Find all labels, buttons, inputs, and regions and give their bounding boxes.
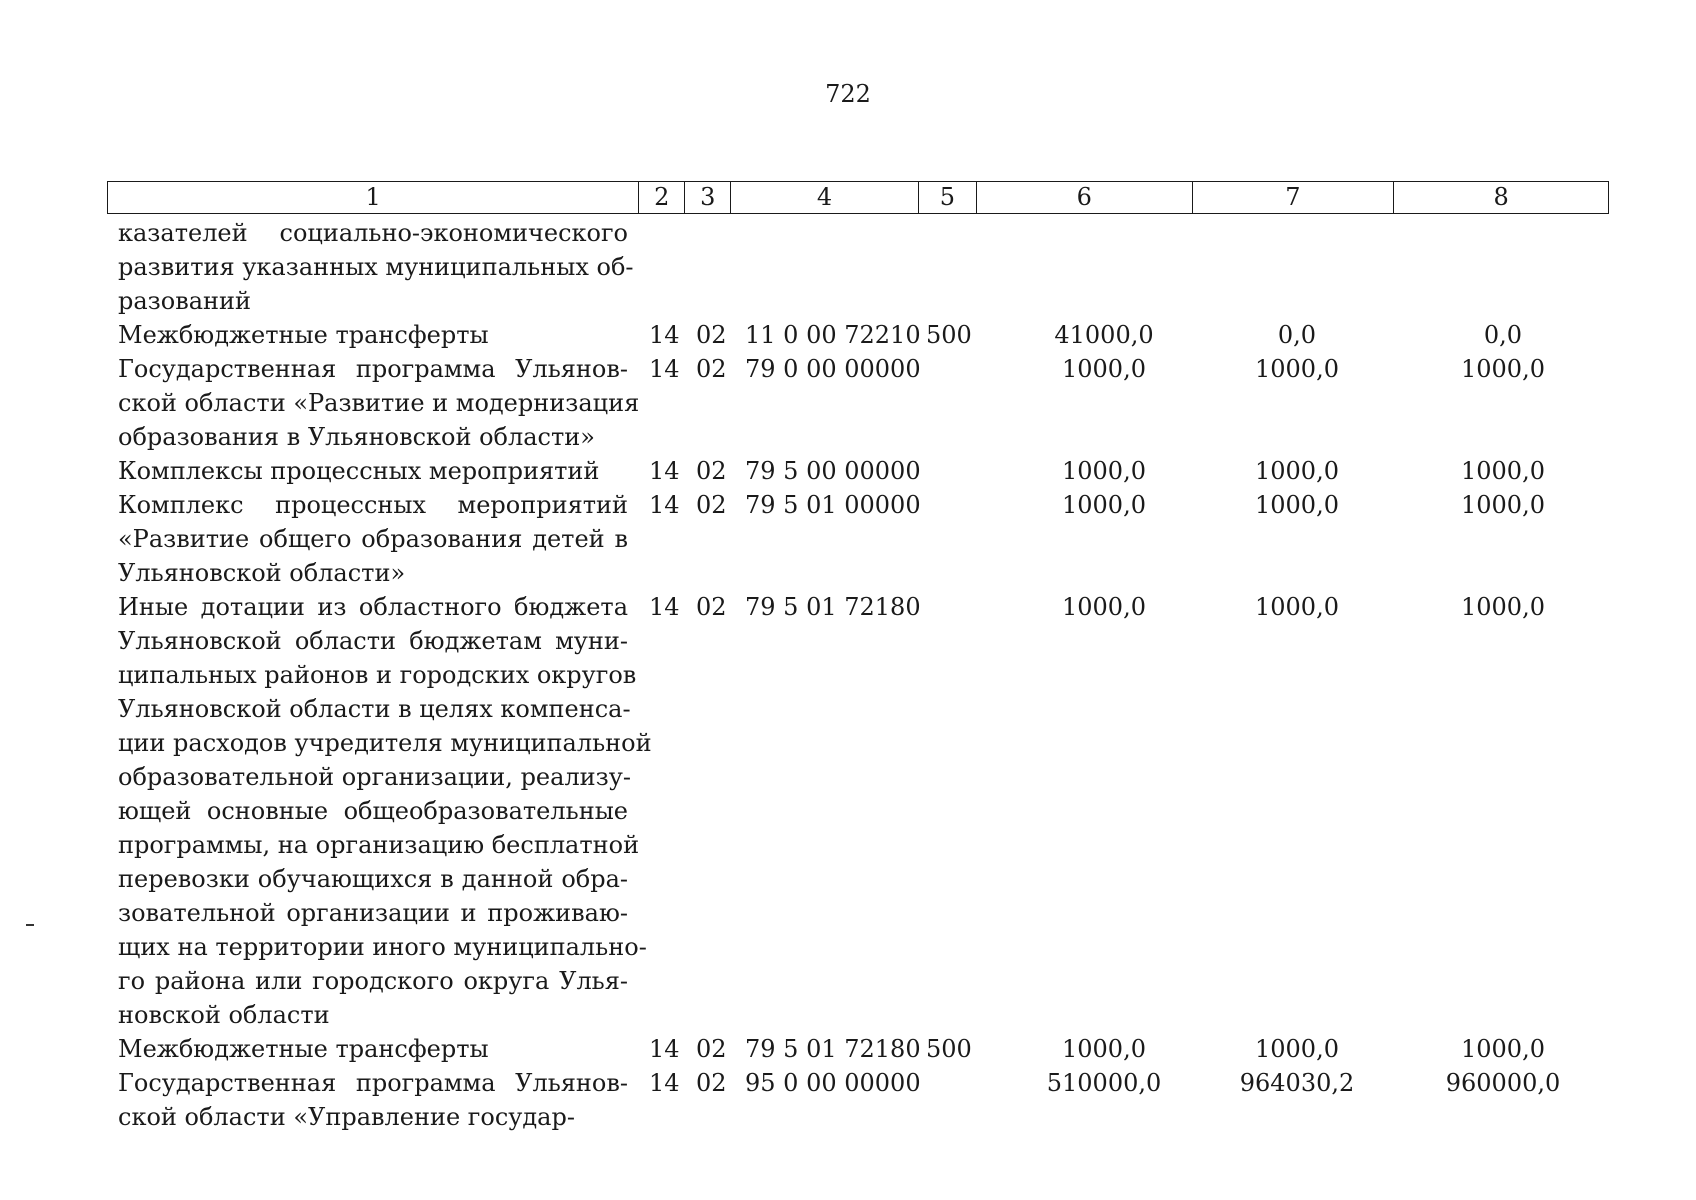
page-number: 722 xyxy=(825,80,871,108)
description-line: казателей социально-экономического xyxy=(118,219,628,247)
description-line: ципальных районов и городских округов xyxy=(118,661,637,689)
row-cell-c4: 79 5 00 00000 xyxy=(745,457,921,485)
row-cell-c6: 1000,0 xyxy=(1062,457,1146,485)
row-cell-c7: 964030,2 xyxy=(1239,1069,1355,1097)
row-cell-c2: 14 xyxy=(649,355,680,383)
row-cell-c3: 02 xyxy=(696,1035,727,1063)
row-cell-c6: 510000,0 xyxy=(1046,1069,1162,1097)
table-header-row xyxy=(107,181,1609,214)
description-line: «Развитие общего образования детей в xyxy=(118,525,628,553)
margin-mark xyxy=(26,924,34,926)
row-cell-c6: 1000,0 xyxy=(1062,1035,1146,1063)
description-line: новской области xyxy=(118,1001,330,1029)
table-row xyxy=(0,216,1696,318)
description-line: Межбюджетные трансферты xyxy=(118,1035,489,1063)
row-cell-c8: 1000,0 xyxy=(1461,355,1545,383)
row-cell-c7: 1000,0 xyxy=(1255,1035,1339,1063)
row-cell-c4: 79 0 00 00000 xyxy=(745,355,921,383)
table-row xyxy=(0,1032,1696,1066)
description-line: Ульяновской области» xyxy=(118,559,406,587)
row-cell-c2: 14 xyxy=(649,321,680,349)
row-cell-c4: 11 0 00 72210 xyxy=(745,321,921,349)
table-row xyxy=(0,488,1696,590)
header-col-7: 7 xyxy=(1193,182,1395,213)
row-cell-c3: 02 xyxy=(696,457,727,485)
row-cell-c3: 02 xyxy=(696,1069,727,1097)
description-line: Комплексы процессных мероприятий xyxy=(118,457,600,485)
description-line: Ульяновской области в целях компенса- xyxy=(118,695,631,723)
row-cell-c3: 02 xyxy=(696,321,727,349)
row-cell-c8: 1000,0 xyxy=(1461,593,1545,621)
row-cell-c4: 79 5 01 72180 xyxy=(745,593,921,621)
row-cell-c2: 14 xyxy=(649,1069,680,1097)
row-cell-c8: 1000,0 xyxy=(1461,457,1545,485)
row-description xyxy=(118,318,628,352)
row-cell-c7: 1000,0 xyxy=(1255,355,1339,383)
row-cell-c6: 1000,0 xyxy=(1062,355,1146,383)
row-cell-c8: 1000,0 xyxy=(1461,1035,1545,1063)
description-line: ской области «Управление государ- xyxy=(118,1103,575,1131)
description-line: перевозки обучающихся в данной обра- xyxy=(118,865,628,893)
row-cell-c4: 79 5 01 00000 xyxy=(745,491,921,519)
description-line: ющей основные общеобразовательные xyxy=(118,797,628,825)
row-cell-c8: 1000,0 xyxy=(1461,491,1545,519)
row-cell-c5: 500 xyxy=(926,321,972,349)
table-row xyxy=(0,454,1696,488)
description-line: Иные дотации из областного бюджета xyxy=(118,593,628,621)
row-description xyxy=(118,488,628,590)
description-line: образовательной организации, реализу- xyxy=(118,763,631,791)
row-cell-c7: 1000,0 xyxy=(1255,491,1339,519)
description-line: Межбюджетные трансферты xyxy=(118,321,489,349)
header-col-1: 1 xyxy=(108,182,639,213)
description-line: ции расходов учредителя муниципальной xyxy=(118,729,652,757)
row-cell-c5: 500 xyxy=(926,1035,972,1063)
row-cell-c2: 14 xyxy=(649,457,680,485)
row-cell-c7: 1000,0 xyxy=(1255,593,1339,621)
table-row xyxy=(0,352,1696,454)
row-description xyxy=(118,454,628,488)
row-cell-c7: 1000,0 xyxy=(1255,457,1339,485)
row-cell-c4: 79 5 01 72180 xyxy=(745,1035,921,1063)
row-cell-c8: 0,0 xyxy=(1483,321,1523,349)
row-cell-c3: 02 xyxy=(696,491,727,519)
description-line: щих на территории иного муниципально- xyxy=(118,933,647,961)
row-description xyxy=(118,1032,628,1066)
row-cell-c8: 960000,0 xyxy=(1445,1069,1561,1097)
description-line: го района или городского округа Улья- xyxy=(118,967,628,995)
row-cell-c6: 1000,0 xyxy=(1062,593,1146,621)
header-col-3: 3 xyxy=(685,182,731,213)
header-col-2: 2 xyxy=(639,182,685,213)
row-cell-c6: 41000,0 xyxy=(1054,321,1154,349)
header-col-6: 6 xyxy=(977,182,1193,213)
row-description xyxy=(118,590,652,1032)
row-cell-c2: 14 xyxy=(649,1035,680,1063)
description-line: развития указанных муниципальных об- xyxy=(118,253,634,281)
header-col-4: 4 xyxy=(731,182,919,213)
table-row xyxy=(0,590,1696,1032)
description-line: ской области «Развитие и модернизация xyxy=(118,389,640,417)
row-description xyxy=(118,352,640,454)
row-cell-c4: 95 0 00 00000 xyxy=(745,1069,921,1097)
row-description xyxy=(118,216,634,318)
description-line: Ульяновской области бюджетам муни- xyxy=(118,627,628,655)
row-cell-c3: 02 xyxy=(696,593,727,621)
row-cell-c3: 02 xyxy=(696,355,727,383)
description-line: зовательной организации и проживаю- xyxy=(118,899,628,927)
table-row xyxy=(0,318,1696,352)
description-line: разований xyxy=(118,287,252,315)
description-line: образования в Ульяновской области» xyxy=(118,423,595,451)
header-col-5: 5 xyxy=(919,182,977,213)
row-cell-c2: 14 xyxy=(649,491,680,519)
description-line: Комплекс процессных мероприятий xyxy=(118,491,628,519)
table-row xyxy=(0,1066,1696,1134)
description-line: Государственная программа Ульянов- xyxy=(118,1069,628,1097)
row-description xyxy=(118,1066,628,1134)
description-line: программы, на организацию бесплатной xyxy=(118,831,640,859)
row-cell-c6: 1000,0 xyxy=(1062,491,1146,519)
header-col-8: 8 xyxy=(1493,183,1509,211)
description-line: Государственная программа Ульянов- xyxy=(118,355,628,383)
row-cell-c2: 14 xyxy=(649,593,680,621)
row-cell-c7: 0,0 xyxy=(1277,321,1317,349)
